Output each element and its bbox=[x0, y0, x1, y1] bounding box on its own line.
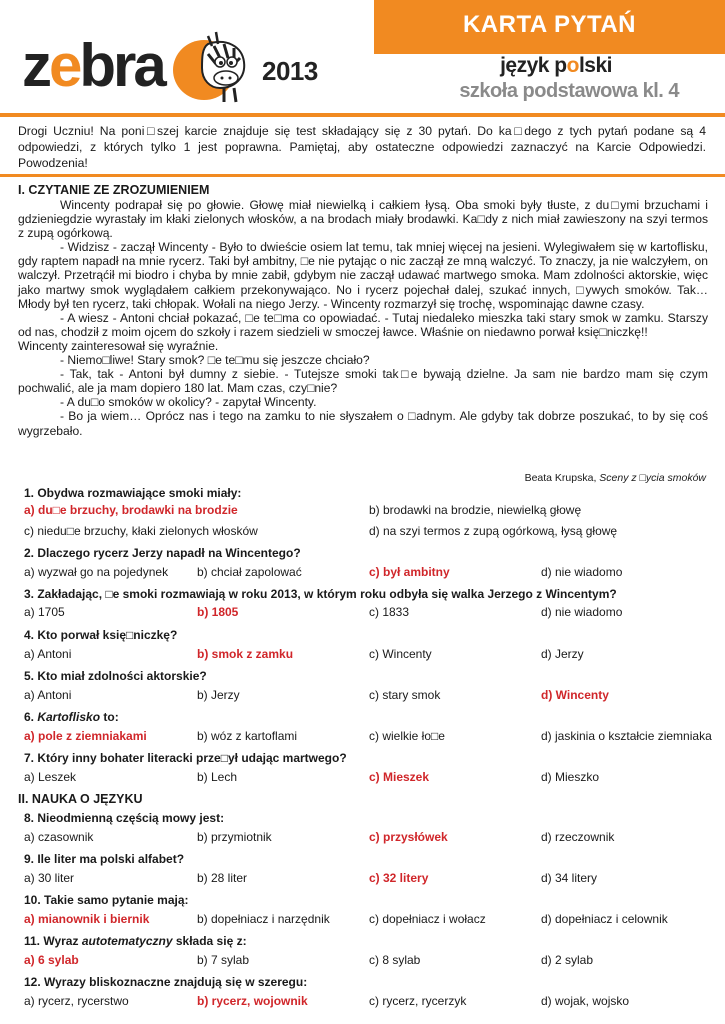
passage-paragraph: Wincenty podrapał się po głowie. Głowę miał niewielką i całkiem łysą. Oba smoki były tłuste, z du□ymi brzuchami i gdzieniegdzie wyrastały im kłaki zielonych włosków, a na brodach miały brodawki. Ka□dy z nich miał zawieszony na szyi termos z zupą ogórkową. bbox=[18, 198, 708, 241]
answer-option[interactable]: c) był ambitny bbox=[369, 565, 450, 579]
answer-option[interactable]: d) 34 litery bbox=[541, 871, 598, 885]
answer-option[interactable]: c) wielkie ło□e bbox=[369, 729, 445, 743]
passage-paragraph: - Tak, tak - Antoni był dumny z siebie. - Tutejsze smoki tak□e bywają dzielne. Ja sam nie bardzo mam się czym pochwalić, ale ja mam dopiero 180 lat. Mam czas, czy□nie? bbox=[18, 367, 708, 396]
answer-option[interactable]: c) Wincenty bbox=[369, 647, 432, 661]
answer-option[interactable]: d) Jerzy bbox=[541, 647, 584, 661]
answer-option[interactable]: c) 1833 bbox=[369, 605, 410, 619]
passage-paragraph: - Niemo□liwe! Stary smok? □e te□mu się jeszcze chciało? bbox=[60, 353, 370, 368]
question-2: 2. Dlaczego rycerz Jerzy napadł na Wincentego? bbox=[24, 546, 301, 560]
question-9: 9. Ile liter ma polski alfabet? bbox=[24, 852, 185, 866]
answer-option[interactable]: a) 1705 bbox=[24, 605, 65, 619]
section-1-title: I. CZYTANIE ZE ZROZUMIENIEM bbox=[18, 183, 210, 197]
answer-option[interactable]: c) rycerz, rycerzyk bbox=[369, 994, 467, 1008]
question-1: 1. Obydwa rozmawiające smoki miały: bbox=[24, 486, 242, 500]
question-7: 7. Który inny bohater literacki prze□ył udając martwego? bbox=[24, 751, 347, 765]
reading-passage bbox=[18, 198, 708, 438]
answer-option[interactable]: b) 7 sylab bbox=[197, 953, 250, 967]
banner-title: KARTA PYTAŃ bbox=[462, 11, 637, 38]
answer-option[interactable]: b) brodawki na brodzie, niewielką głowę bbox=[369, 503, 582, 517]
answer-option[interactable]: d) wojak, wojsko bbox=[541, 994, 630, 1008]
answer-option[interactable]: a) wyzwał go na pojedynek bbox=[24, 565, 169, 579]
passage-paragraph: - A wiesz - Antoni chciał pokazać, □e te□ma co opowiadać. - Tutaj niedaleko mieszka taki stary smok w zamku. Starszy od nas, chodził z moim ojcem do szkoły i razem siedzieli w smoczej ławce. Właśnie on niedawno porwał księ□niczkę!! bbox=[18, 310, 708, 339]
answer-option[interactable]: d) jaskinia o kształcie ziemniaka bbox=[541, 729, 712, 743]
answer-option[interactable]: a) du□e brzuchy, brodawki na brodzie bbox=[24, 503, 238, 517]
answer-option[interactable]: c) stary smok bbox=[369, 688, 441, 702]
answer-option[interactable]: d) nie wiadomo bbox=[541, 605, 623, 619]
passage-paragraph: - Bo ja wiem… Oprócz nas i tego na zamku to nie słyszałem o □adnym. Ale gdyby tak dobrze poszukać, to by się coś wygrzebało. bbox=[18, 409, 708, 438]
zebra-mascot-icon bbox=[168, 28, 252, 104]
answer-option[interactable]: b) dopełniacz i narzędnik bbox=[197, 912, 330, 926]
answer-option[interactable]: a) 6 sylab bbox=[24, 953, 79, 967]
intro-text: Drogi Uczniu! Na poni□szej karcie znajduje się test składający się z 30 pytań. Do ka□dego z tych pytań podane są 4 odpowiedzi, z których tylko 1 jest poprawna. Pamiętaj, aby ostateczne odpowiedzi zaznaczyć na Karcie Odpowiedzi. Powodzenia! bbox=[18, 124, 706, 170]
header-divider bbox=[0, 113, 725, 117]
answer-option[interactable]: b) przymiotnik bbox=[197, 830, 272, 844]
question-8: 8. Nieodmienną częścią mowy jest: bbox=[24, 811, 225, 825]
answer-option[interactable]: c) Mieszek bbox=[369, 770, 430, 784]
passage-paragraph: Wincenty zainteresował się wyraźnie. bbox=[18, 338, 219, 353]
answer-option[interactable]: a) czasownik bbox=[24, 830, 94, 844]
answer-option[interactable]: d) 2 sylab bbox=[541, 953, 594, 967]
answer-option[interactable]: a) Antoni bbox=[24, 647, 72, 661]
question-5: 5. Kto miał zdolności aktorskie? bbox=[24, 669, 207, 683]
answer-option[interactable]: d) rzeczownik bbox=[541, 830, 615, 844]
answer-option[interactable]: b) Jerzy bbox=[197, 688, 240, 702]
subject-title: język polski bbox=[500, 54, 612, 77]
answer-option[interactable]: c) przysłówek bbox=[369, 830, 448, 844]
answer-option[interactable]: b) Lech bbox=[197, 770, 238, 784]
question-10: 10. Takie samo pytanie mają: bbox=[24, 893, 189, 907]
passage-paragraph: - A du□o smoków w okolicy? - zapytał Wincenty. bbox=[60, 395, 317, 410]
question-11: 11. Wyraz autotematyczny składa się z: bbox=[24, 934, 247, 948]
question-3: 3. Zakładając, □e smoki rozmawiają w roku 2013, w którym roku odbyła się walka Jerzego z Wincentym? bbox=[24, 587, 617, 601]
logo-year: 2013 bbox=[262, 56, 318, 86]
intro-divider bbox=[0, 174, 725, 177]
answer-option[interactable]: d) Mieszko bbox=[541, 770, 600, 784]
zebra-logo-text: zebra bbox=[22, 32, 164, 99]
answer-option[interactable]: c) niedu□e brzuchy, kłaki zielonych włosków bbox=[24, 524, 258, 538]
section-2-title: II. NAUKA O JĘZYKU bbox=[18, 792, 143, 806]
answer-option[interactable]: a) rycerz, rycerstwo bbox=[24, 994, 129, 1008]
answer-option[interactable]: d) Wincenty bbox=[541, 688, 609, 702]
answer-option[interactable]: a) Antoni bbox=[24, 688, 72, 702]
answer-option[interactable]: b) 28 liter bbox=[197, 871, 248, 885]
passage-source: Beata Krupska, Sceny z □ycia smoków bbox=[524, 472, 706, 484]
answer-option[interactable]: a) pole z ziemniakami bbox=[24, 729, 147, 743]
answer-option[interactable]: c) 32 litery bbox=[369, 871, 429, 885]
answer-option[interactable]: d) nie wiadomo bbox=[541, 565, 623, 579]
question-12: 12. Wyrazy bliskoznaczne znajdują się w szeregu: bbox=[24, 975, 308, 989]
answer-option[interactable]: c) 8 sylab bbox=[369, 953, 421, 967]
question-4: 4. Kto porwał księ□niczkę? bbox=[24, 628, 178, 642]
answer-option[interactable]: a) mianownik i biernik bbox=[24, 912, 150, 926]
answer-option[interactable]: b) wóz z kartoflami bbox=[197, 729, 298, 743]
school-level: szkoła podstawowa kl. 4 bbox=[459, 80, 679, 102]
answer-option[interactable]: b) chciał zapolować bbox=[197, 565, 302, 579]
answer-option[interactable]: d) na szyi termos z zupą ogórkową, łysą głowę bbox=[369, 524, 618, 538]
passage-paragraph: - Widzisz - zaczął Wincenty - Było to dwieście osiem lat temu, tak mniej więcej na jesieni. Wylegiwałem się w kartoflisku, gdy raptem napadł na mnie rycerz. Taki był ambitny, □e nie pytając o nic zaczął ze mną walczyć. To znaczy, ja nie walczyłem, on walczył. Przetrąćił mi biodro i chyba by mnie zabił, gdybym nie zaczął udawać martwego smoka. Mam zdolności aktorskie, więc jako martwy smok wyglądałem całkiem przekonywająco. No i rycerz pojechał dalej, szukać innych, □ywych smoków. Tak… Młody był ten rycerz, taki chłopak. Wołali na niego Jerzy. - Wincenty rozmarzył się trochę, wspominając dawne czasy. bbox=[18, 240, 708, 311]
answer-option[interactable]: d) dopełniacz i celownik bbox=[541, 912, 668, 926]
answer-option[interactable]: b) 1805 bbox=[197, 605, 239, 619]
answer-option[interactable]: b) smok z zamku bbox=[197, 647, 294, 661]
answer-option[interactable]: a) Leszek bbox=[24, 770, 77, 784]
answer-option[interactable]: a) 30 liter bbox=[24, 871, 75, 885]
question-6: 6. Kartoflisko to: bbox=[24, 710, 119, 724]
answer-option[interactable]: b) rycerz, wojownik bbox=[197, 994, 308, 1008]
answer-option[interactable]: c) dopełniacz i wołacz bbox=[369, 912, 486, 926]
